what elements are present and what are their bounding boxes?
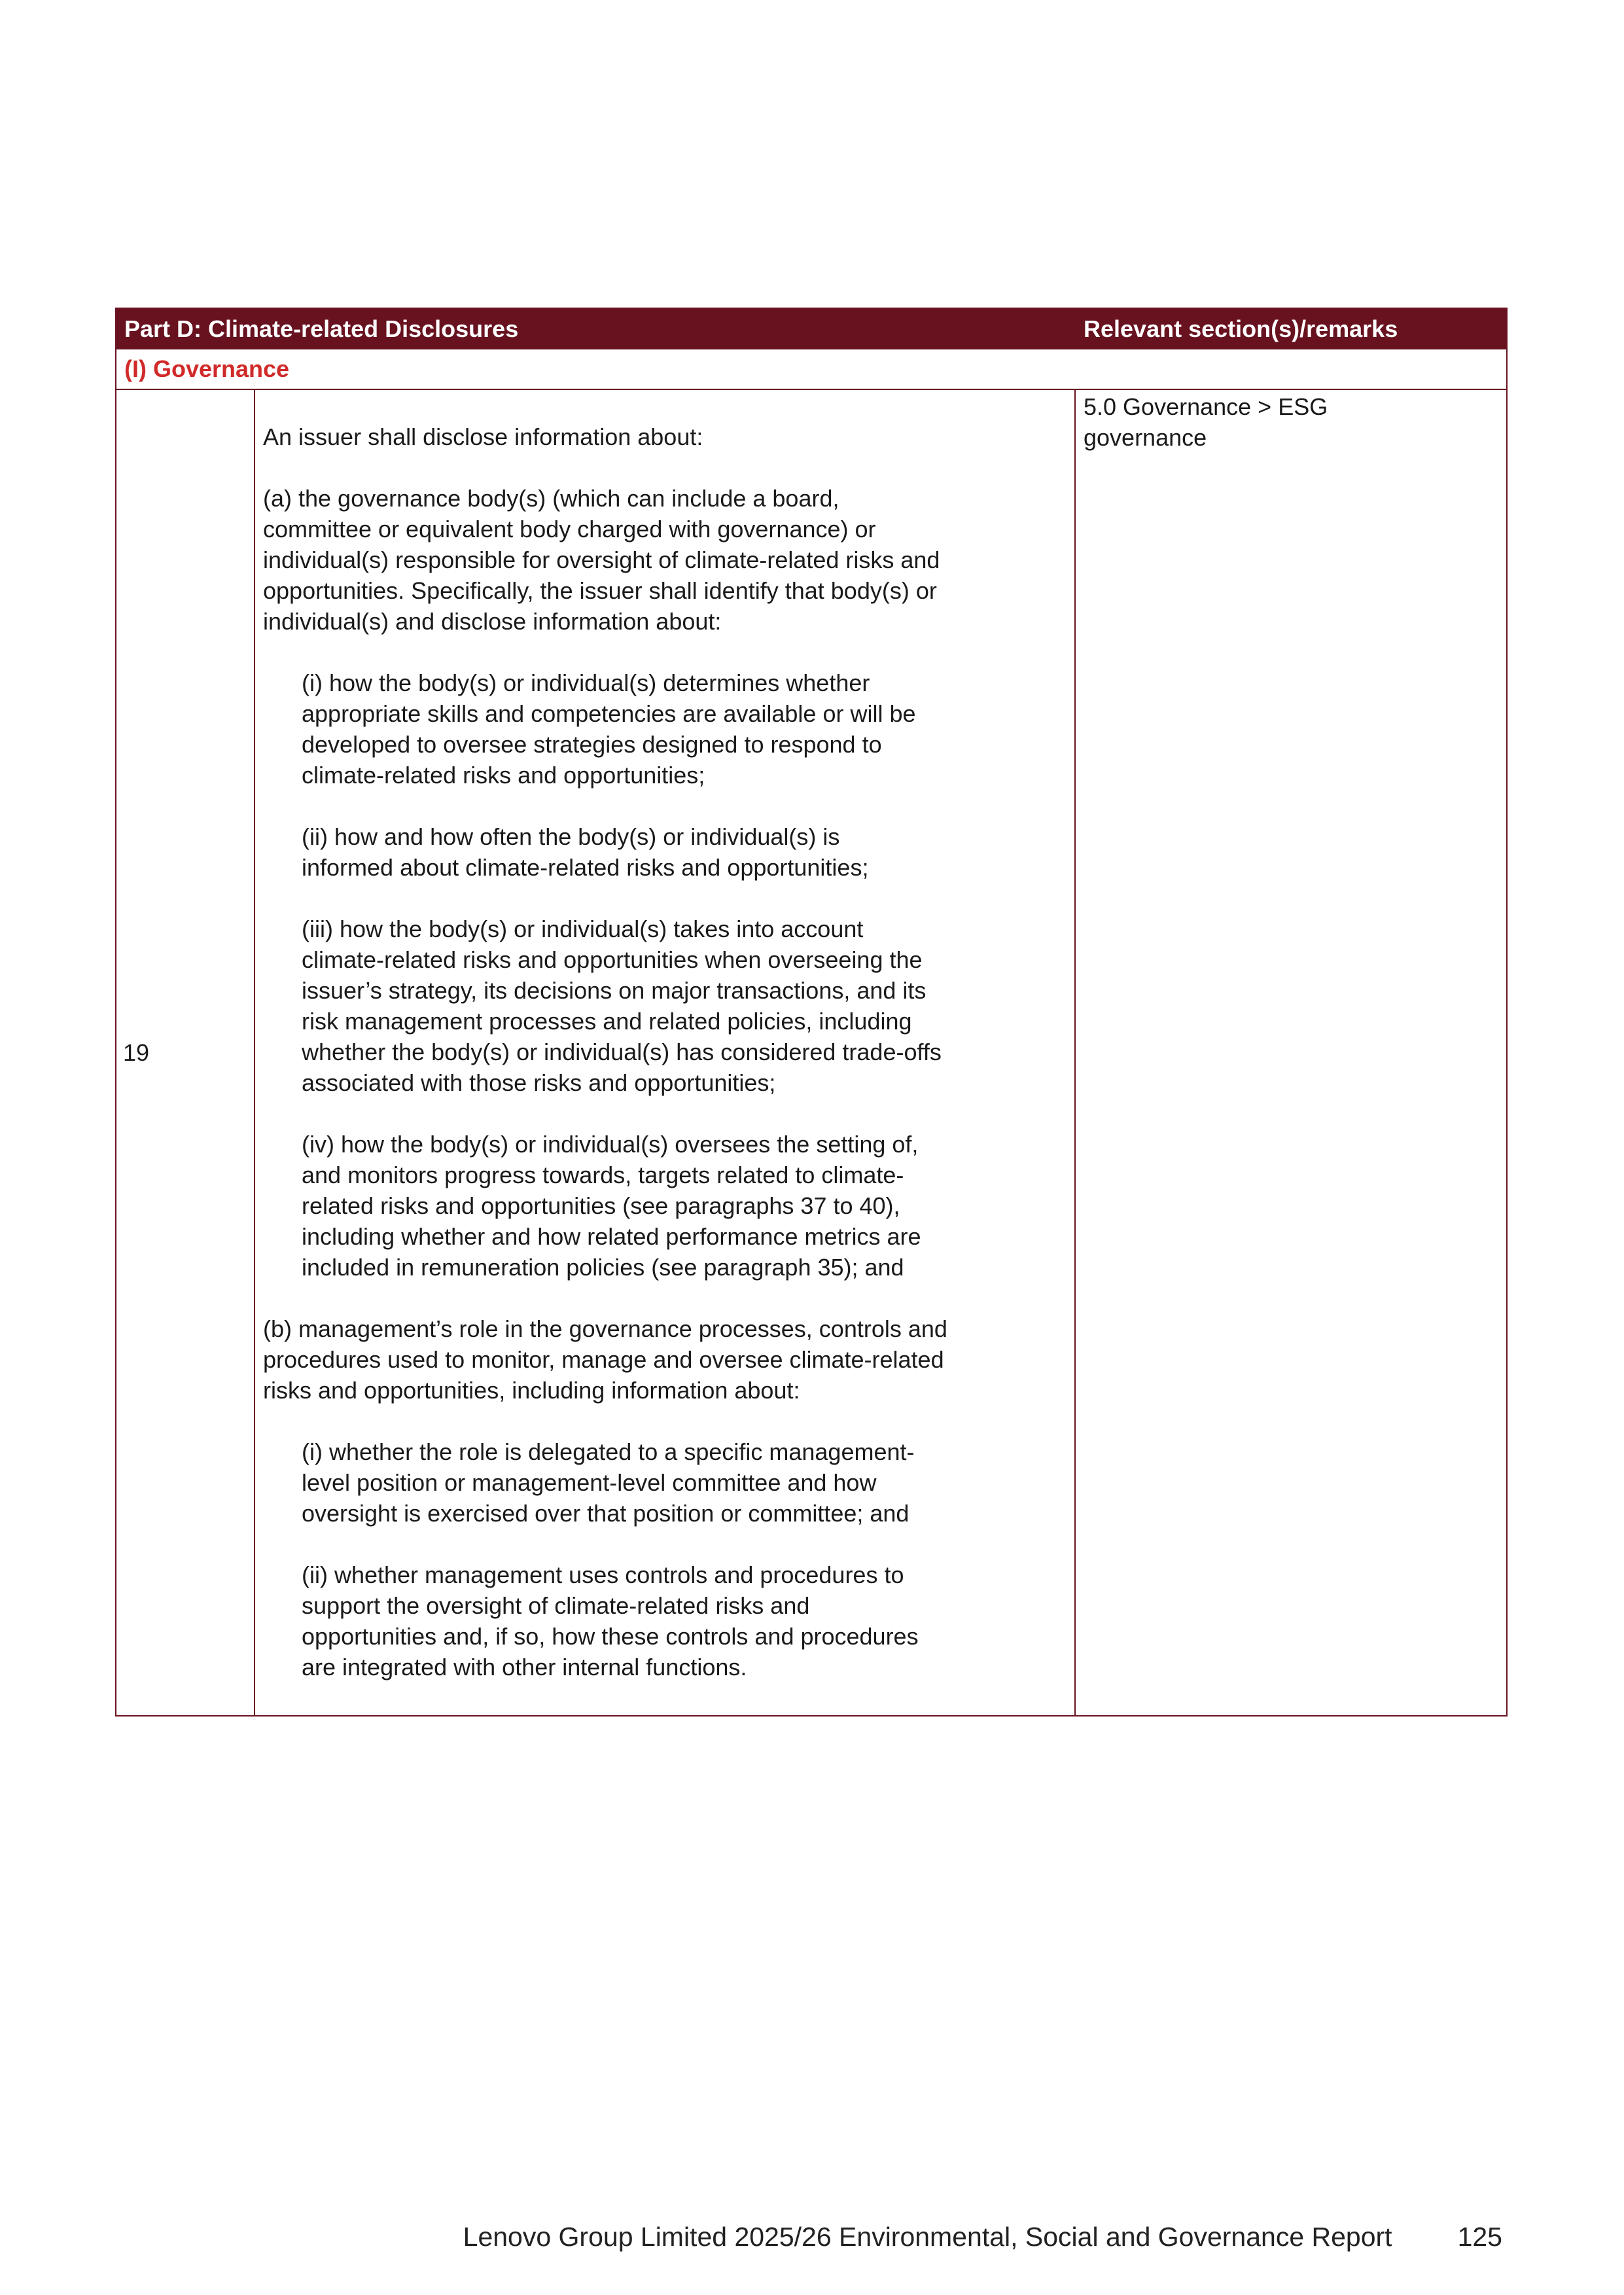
disclosure-table: [115, 308, 1508, 1717]
paragraph-a: (a) the governance body(s) (which can include a board, committee or equivalent body charged with governance) or individual(s) responsible for oversight of climate-related risks and opportunities. Specifically, the issuer shall identify that body(s) or individual(s) and disclose information about:: [263, 485, 940, 635]
paragraph-a-ii: (ii) how and how often the body(s) or individual(s) is informed about climate-related risks and opportunities;: [302, 823, 869, 881]
report-title: Lenovo Group Limited 2025/26 Environmental, Social and Governance Report: [463, 2222, 1392, 2252]
page-number: 125: [1457, 2222, 1502, 2252]
page-footer: [0, 2222, 1502, 2252]
paragraph-a-iii: (iii) how the body(s) or individual(s) takes into account climate-related risks and opportunities when overseeing the issuer’s strategy, its decisions on major transactions, and its risk management processes and related policies, including whether the body(s) or individual(s) has considered trade-offs associated with those risks and opportunities;: [302, 916, 942, 1096]
paragraph-b: (b) management’s role in the governance processes, controls and procedures used to monitor, manage and oversee climate-related risks and opportunities, including information about:: [263, 1315, 947, 1404]
disclosure-text: [255, 390, 1076, 1715]
table-header: [116, 309, 1506, 349]
paragraph-a-iv: (iv) how the body(s) or individual(s) oversees the setting of, and monitors progress towards, targets related to climate- related risks and opportunities (see paragraphs 37 to 40), including whether and how related performance metrics are included in remuneration policies (see paragraph 35); and: [302, 1131, 921, 1281]
paragraph-b-i: (i) whether the role is delegated to a specific management- level position or management-level committee and how oversight is exercised over that position or committee; and: [302, 1438, 915, 1527]
header-disclosures-label: Part D: Climate-related Disclosures: [124, 315, 519, 342]
section-heading: (I) Governance: [116, 349, 1506, 390]
paragraph-b-ii: (ii) whether management uses controls and procedures to support the oversight of climate-related risks and opportunities and, if so, how these controls and procedures are integrated with other internal functions.: [302, 1561, 919, 1681]
remarks-text: 5.0 Governance > ESG governance: [1084, 393, 1328, 451]
remarks-cell: [1076, 390, 1506, 1715]
header-remarks-label: Relevant section(s)/remarks: [1084, 315, 1398, 342]
row-number: 19: [116, 390, 255, 1715]
table-row: [116, 390, 1506, 1715]
paragraph-a-i: (i) how the body(s) or individual(s) determines whether appropriate skills and competencies are available or will be developed to oversee strategies designed to respond to climate-related risks and opportunities;: [302, 669, 916, 789]
paragraph-intro: An issuer shall disclose information about:: [263, 423, 703, 450]
